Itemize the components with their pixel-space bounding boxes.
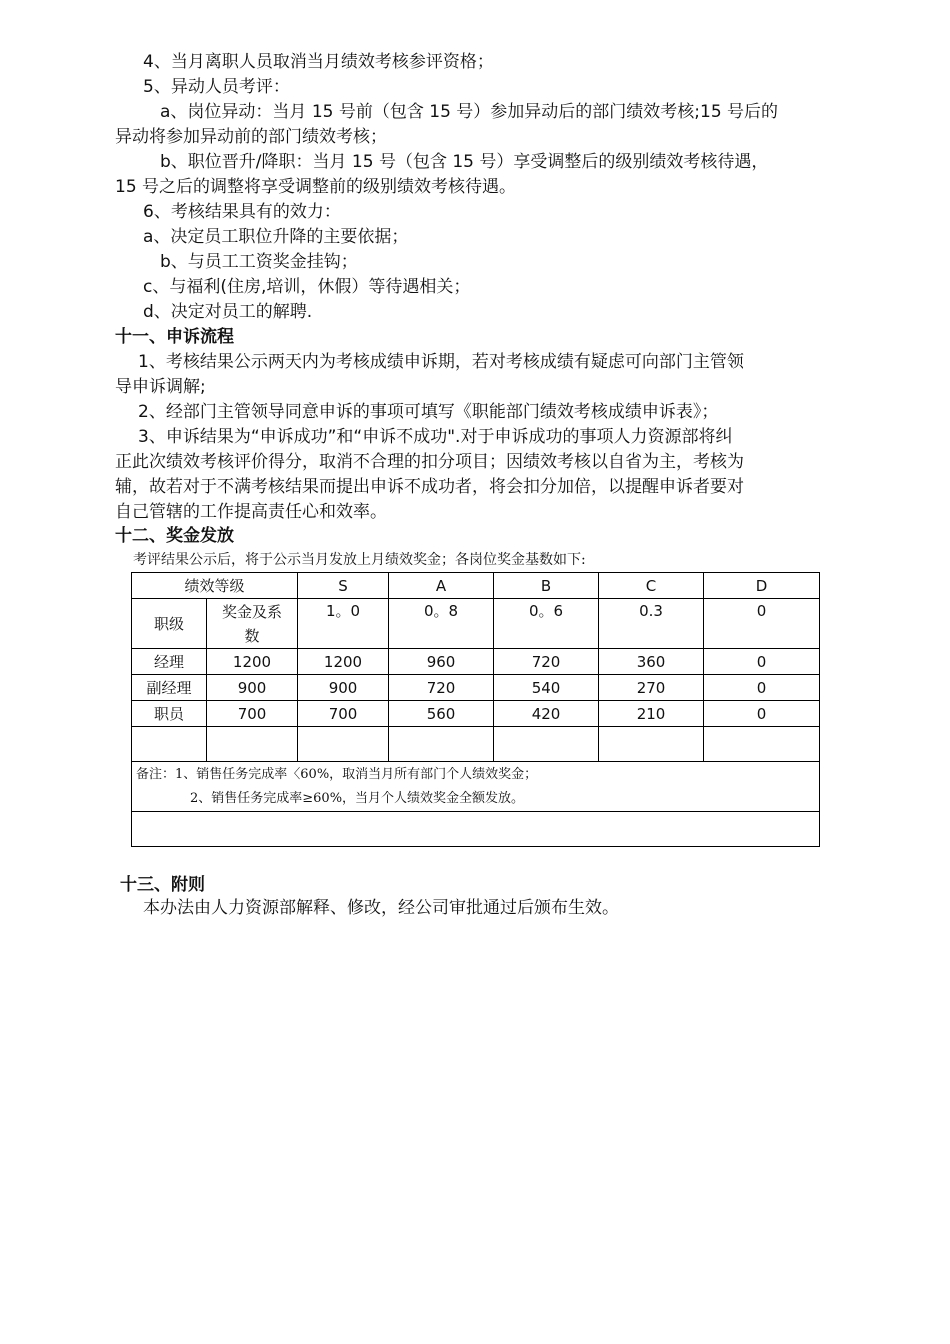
row-value-s: 900 bbox=[298, 675, 389, 701]
rule-item-5b-line2: 15 号之后的调整将享受调整前的级别绩效考核待遇。 bbox=[115, 177, 517, 197]
coefficient-row bbox=[132, 599, 820, 649]
grade-s: S bbox=[298, 573, 389, 599]
table-header-row bbox=[132, 573, 820, 599]
bonus-table bbox=[131, 572, 820, 847]
row-base: 700 bbox=[207, 701, 298, 727]
row-base: 900 bbox=[207, 675, 298, 701]
coef-s: 1。0 bbox=[298, 599, 389, 649]
empty-cell bbox=[298, 727, 389, 762]
bonus-intro: 考评结果公示后，将于公示当月发放上月绩效奖金；各岗位奖金基数如下: bbox=[133, 552, 586, 568]
empty-row bbox=[132, 727, 820, 762]
coef-b: 0。6 bbox=[494, 599, 599, 649]
empty-cell bbox=[494, 727, 599, 762]
appeal-para-3-line1: 3、申诉结果为“申诉成功”和“申诉不成功".对于申诉成功的事项人力资源部将纠 bbox=[138, 427, 733, 447]
section-13-heading: 十三、附则 bbox=[120, 875, 205, 895]
notes-cell bbox=[132, 762, 820, 812]
rule-item-5b-line1: b、职位晋升/降职：当月 15 号（包含 15 号）享受调整后的级别绩效考核待遇， bbox=[160, 152, 769, 172]
appeal-para-1-line1: 1、考核结果公示两天内为考核成绩申诉期，若对考核成绩有疑虑可向部门主管领 bbox=[138, 352, 744, 372]
row-value-b: 420 bbox=[494, 701, 599, 727]
row-value-c: 270 bbox=[599, 675, 704, 701]
empty-cell bbox=[207, 727, 298, 762]
row-value-s: 1200 bbox=[298, 649, 389, 675]
appeal-para-3-line4: 自己管辖的工作提高责任心和效率。 bbox=[115, 502, 387, 522]
coef-c: 0.3 bbox=[599, 599, 704, 649]
bonus-coef-col-label: 奖金及系数 bbox=[207, 599, 298, 649]
notes-row bbox=[132, 762, 820, 812]
row-level: 职员 bbox=[132, 701, 207, 727]
appeal-para-3-line2: 正此次绩效考核评价得分，取消不合理的扣分项目；因绩效考核以自省为主，考核为 bbox=[115, 452, 744, 472]
empty-cell bbox=[704, 727, 820, 762]
row-value-d: 0 bbox=[704, 649, 820, 675]
row-value-b: 540 bbox=[494, 675, 599, 701]
empty-cell bbox=[389, 727, 494, 762]
rule-item-5a-line2: 异动将参加异动前的部门绩效考核； bbox=[115, 127, 387, 147]
empty-cell bbox=[132, 812, 820, 847]
rule-item-5a-line1: a、岗位异动：当月 15 号前（包含 15 号）参加异动后的部门绩效考核;15 号后的 bbox=[160, 102, 779, 122]
rule-item-6b: b、与员工工资奖金挂钩； bbox=[160, 252, 358, 272]
grade-header-label: 绩效等级 bbox=[132, 573, 298, 599]
row-value-c: 210 bbox=[599, 701, 704, 727]
grade-b: B bbox=[494, 573, 599, 599]
rule-item-6: 6、考核结果具有的效力： bbox=[143, 202, 341, 222]
grade-c: C bbox=[599, 573, 704, 599]
empty-cell bbox=[132, 727, 207, 762]
row-value-b: 720 bbox=[494, 649, 599, 675]
rule-item-4: 4、当月离职人员取消当月绩效考核参评资格； bbox=[143, 52, 494, 72]
appendix-text: 本办法由人力资源部解释、修改，经公司审批通过后颁布生效。 bbox=[143, 898, 619, 918]
table-row bbox=[132, 649, 820, 675]
row-level: 经理 bbox=[132, 649, 207, 675]
rule-item-5: 5、异动人员考评： bbox=[143, 77, 290, 97]
row-value-c: 360 bbox=[599, 649, 704, 675]
level-col-label: 职级 bbox=[132, 599, 207, 649]
table-row bbox=[132, 701, 820, 727]
rule-item-6a: a、决定员工职位升降的主要依据； bbox=[143, 227, 409, 247]
rule-item-6c: c、与福利(住房,培训，休假）等待遇相关； bbox=[143, 277, 471, 297]
table-row bbox=[132, 675, 820, 701]
grade-d: D bbox=[704, 573, 820, 599]
grade-a: A bbox=[389, 573, 494, 599]
row-value-a: 720 bbox=[389, 675, 494, 701]
appeal-para-2: 2、经部门主管领导同意申诉的事项可填写《职能部门绩效考核成绩申诉表》； bbox=[138, 402, 719, 422]
coef-d: 0 bbox=[704, 599, 820, 649]
appeal-para-1-line2: 导申诉调解; bbox=[115, 377, 206, 397]
section-11-heading: 十一、申诉流程 bbox=[115, 327, 234, 347]
row-value-d: 0 bbox=[704, 675, 820, 701]
row-value-a: 960 bbox=[389, 649, 494, 675]
note-1: 备注：1、销售任务完成率〈60%，取消当月所有部门个人绩效奖金； bbox=[136, 766, 538, 782]
row-value-a: 560 bbox=[389, 701, 494, 727]
row-level: 副经理 bbox=[132, 675, 207, 701]
row-value-s: 700 bbox=[298, 701, 389, 727]
empty-footer-row bbox=[132, 812, 820, 847]
coef-a: 0。8 bbox=[389, 599, 494, 649]
empty-cell bbox=[599, 727, 704, 762]
note-2: 2、销售任务完成率≥60%，当月个人绩效奖金全额发放。 bbox=[190, 790, 525, 806]
rule-item-6d: d、决定对员工的解聘. bbox=[143, 302, 313, 322]
row-base: 1200 bbox=[207, 649, 298, 675]
row-value-d: 0 bbox=[704, 701, 820, 727]
section-12-heading: 十二、奖金发放 bbox=[115, 526, 234, 546]
appeal-para-3-line3: 辅，故若对于不满考核结果而提出申诉不成功者，将会扣分加倍，以提醒申诉者要对 bbox=[115, 477, 744, 497]
